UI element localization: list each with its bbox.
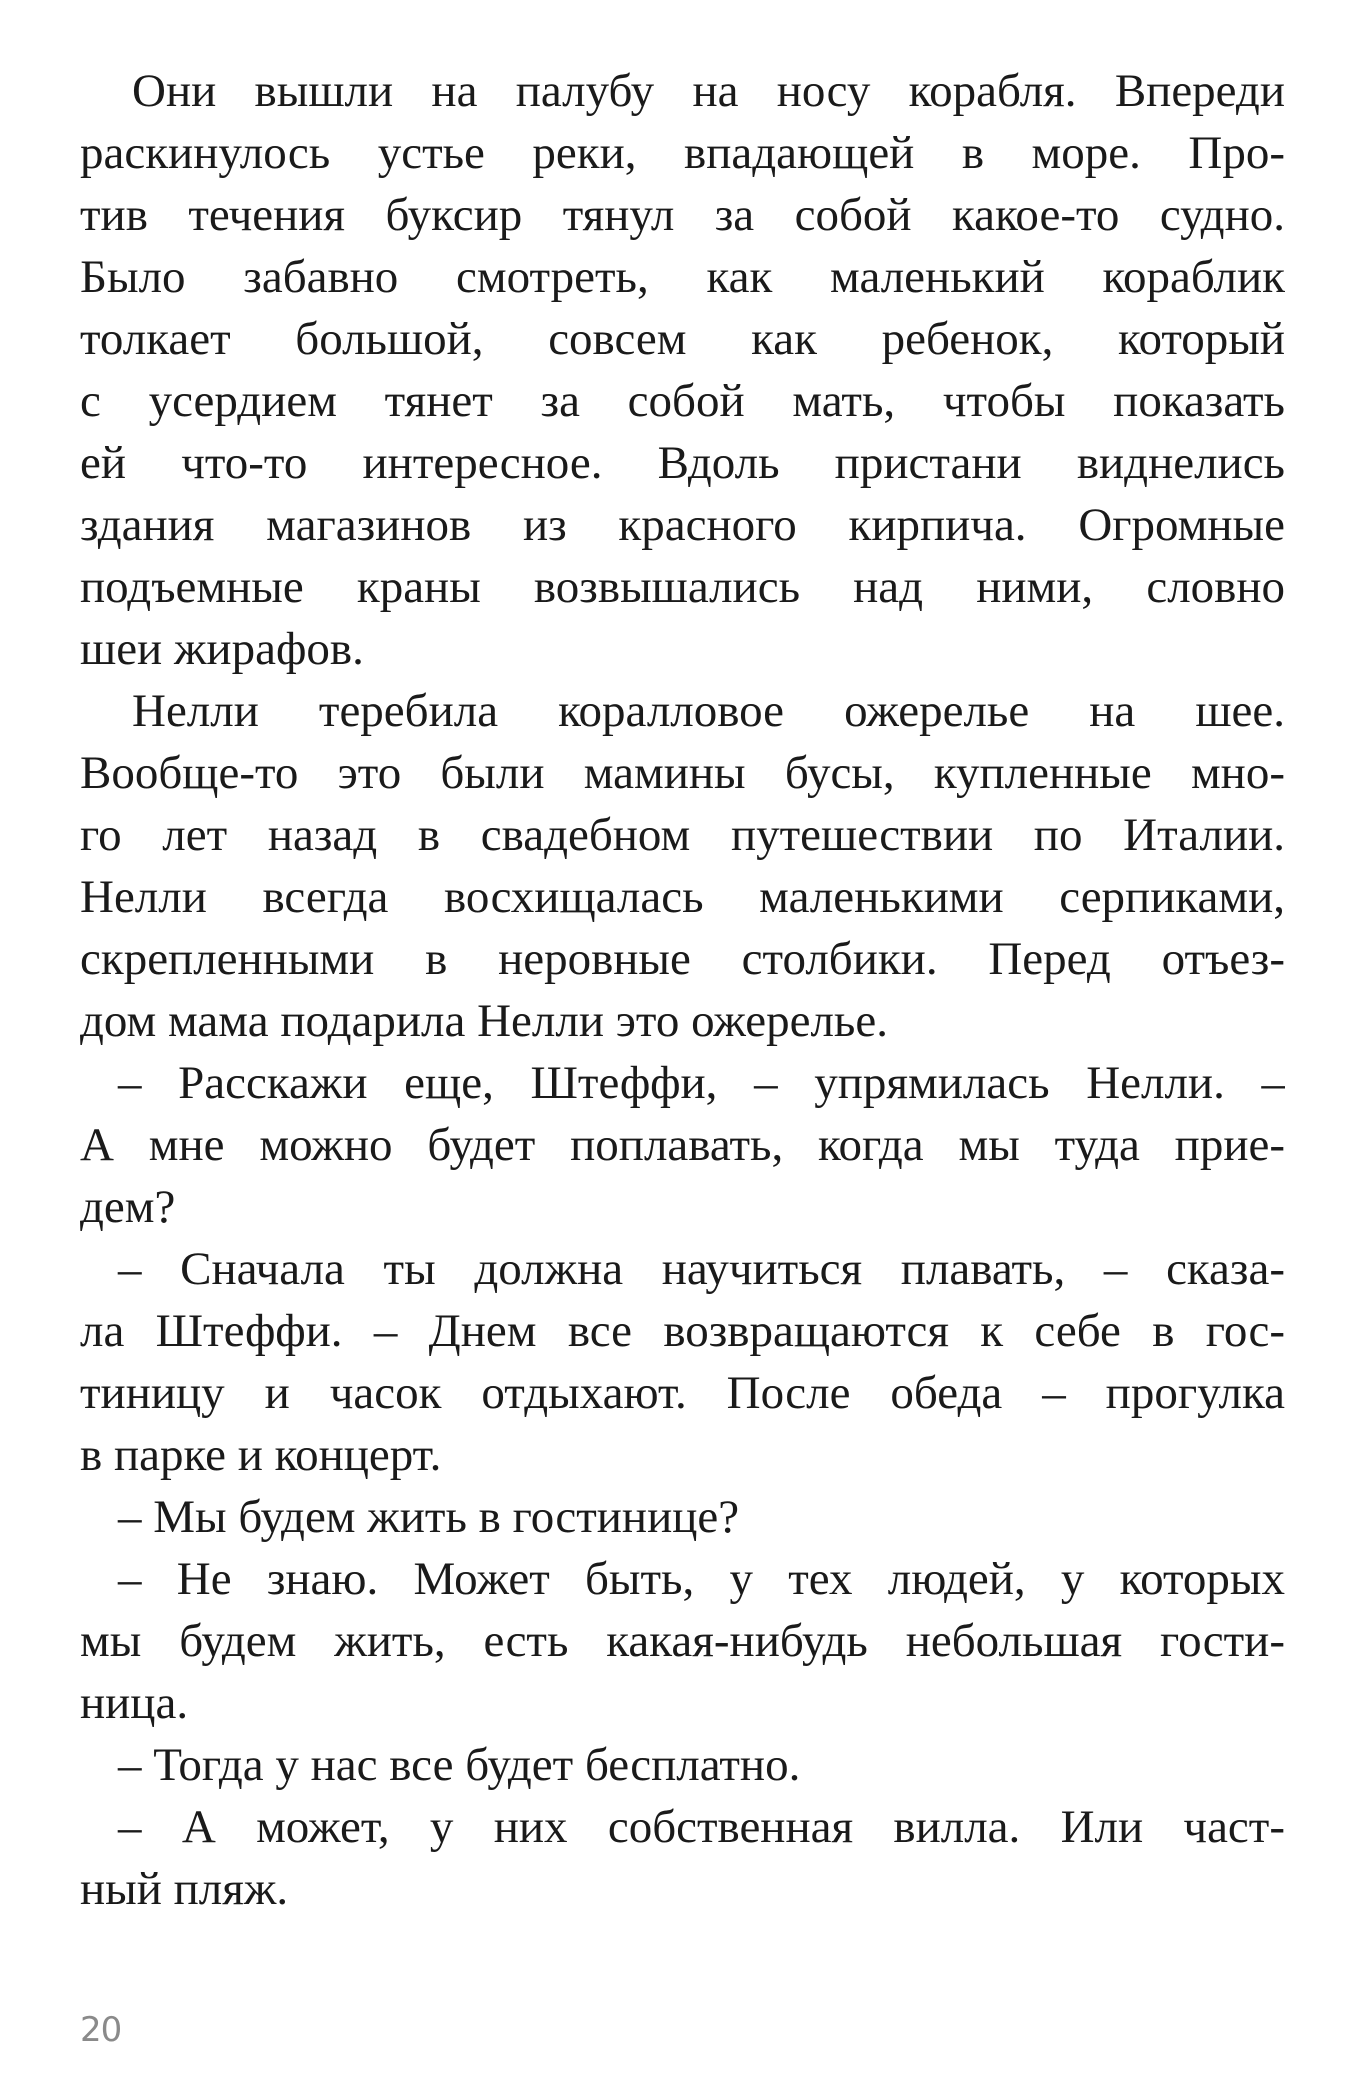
body-text [80,60,1285,1920]
text-line: ница. [80,1677,189,1729]
text-line: Они вышли на палубу на носу корабля. Впереди [132,65,1285,117]
text-line: Нелли теребила коралловое ожерелье на шее. [132,685,1285,737]
text-line: – Мы будем жить в гостинице? [118,1491,740,1543]
text-line: здания магазинов из красного кирпича. Огромные [80,499,1285,551]
text-line: – Не знаю. Может быть, у тех людей, у которых [118,1553,1285,1605]
text-line: толкает большой, совсем как ребенок, который [80,313,1285,365]
text-line: – Сначала ты должна научиться плавать, – сказа- [118,1243,1285,1295]
text-line: в парке и концерт. [80,1429,442,1481]
text-line: – Тогда у нас все будет бесплатно. [118,1739,801,1791]
text-line: го лет назад в свадебном путешествии по Италии. [80,809,1285,861]
text-line: – А может, у них собственная вилла. Или част- [118,1801,1285,1853]
page-number: 20 [80,2010,122,2050]
text-line: А мне можно будет поплавать, когда мы туда прие- [80,1119,1285,1171]
text-line: дом мама подарила Нелли это ожерелье. [80,995,888,1047]
text-line: тив течения буксир тянул за собой какое-то судно. [80,189,1285,241]
text-line: Вообще-то это были мамины бусы, купленные мно- [80,747,1285,799]
text-line: ный пляж. [80,1863,289,1915]
text-line: скрепленными в неровные столбики. Перед отъез- [80,933,1285,985]
text-line: с усердием тянет за собой мать, чтобы показать [80,375,1285,427]
text-line: тиницу и часок отдыхают. После обеда – прогулка [80,1367,1285,1419]
text-line: Было забавно смотреть, как маленький кораблик [80,251,1285,303]
text-line: Нелли всегда восхищалась маленькими серпиками, [80,871,1285,923]
text-line: дем? [80,1181,176,1233]
text-line: ей что-то интересное. Вдоль пристани виднелись [80,437,1285,489]
text-line: ла Штеффи. – Днем все возвращаются к себе в гос- [80,1305,1285,1357]
text-line: мы будем жить, есть какая-нибудь небольшая гости- [80,1615,1285,1667]
text-line: подъемные краны возвышались над ними, словно [80,561,1285,613]
text-line: – Расскажи еще, Штеффи, – упрямилась Нелли. – [118,1057,1285,1109]
text-line: раскинулось устье реки, впадающей в море. Про- [80,127,1285,179]
text-line: шеи жирафов. [80,623,364,675]
